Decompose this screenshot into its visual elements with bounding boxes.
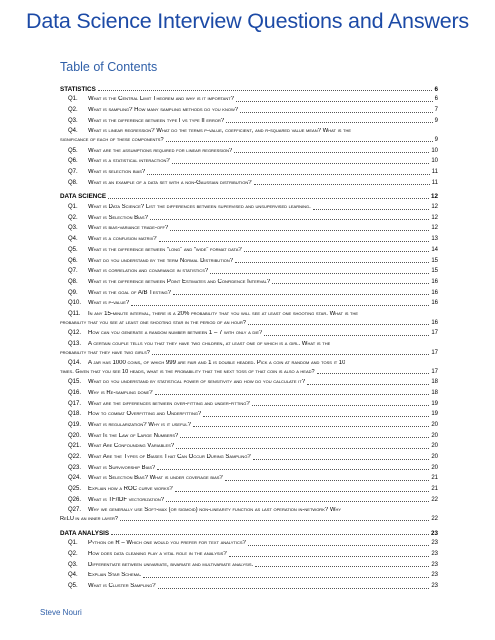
dot-leader <box>264 335 429 336</box>
question-text: What is the goal of A/B Testing? <box>88 289 171 296</box>
question-number: Q24. <box>68 475 82 482</box>
question-number: Q23. <box>68 464 82 471</box>
toc-question-entry[interactable] <box>60 222 438 233</box>
question-number: Q2. <box>68 107 78 114</box>
toc-question-entry[interactable] <box>60 386 438 397</box>
question-number: Q25. <box>68 486 82 493</box>
dot-leader <box>244 251 430 252</box>
question-text: Why we generally use Soft-max (or sigmoid) non-linearity function as last operation in-network? Why <box>88 507 342 514</box>
question-text: What is linear regression? What do the terms p-value, coefficient, and r-squared value mean? What is the <box>88 128 352 135</box>
question-text: What is the difference between “long” and “wide” format data? <box>88 246 242 253</box>
toc-section-entry[interactable] <box>60 82 438 93</box>
question-text: How to combat Overfitting and Underfitting? <box>88 411 202 418</box>
question-number: Q3. <box>68 225 78 232</box>
dot-leader <box>225 480 430 481</box>
question-text: What is the difference between type I vs type II error? <box>88 117 225 124</box>
dot-leader <box>248 324 429 325</box>
question-number: Q11. <box>68 310 81 317</box>
toc-question-entry[interactable] <box>60 558 438 569</box>
toc-question-entry[interactable] <box>60 275 438 286</box>
page-number: 17 <box>431 349 438 356</box>
dot-leader <box>255 566 429 567</box>
page-number: 13 <box>431 236 438 243</box>
question-text: What do you understand by statistical power of sensitivity and how do you calculate it? <box>88 379 306 386</box>
dot-leader <box>152 354 429 355</box>
question-number: Q22. <box>68 454 82 460</box>
toc-question-entry[interactable] <box>60 461 438 472</box>
question-number: Q8. <box>68 179 78 186</box>
question-text-continued: times. Given that you see 10 heads, what is the probability that the next toss of that coin is also a head? <box>60 369 315 375</box>
dot-leader <box>272 283 429 284</box>
toc-question-entry[interactable] <box>60 429 438 440</box>
page-number: 12 <box>431 225 438 232</box>
question-text: What do you understand by the term Normal Distribution? <box>88 257 234 264</box>
page-number: 7 <box>434 107 438 114</box>
page-number: 23 <box>431 583 438 590</box>
toc-question-entry[interactable] <box>60 472 438 483</box>
question-text: What is Data Science? List the differences between supervised and unsupervised learning. <box>88 204 311 211</box>
toc-entry-continuation[interactable] <box>60 367 438 376</box>
question-number: Q26. <box>68 496 82 503</box>
toc-question-entry[interactable] <box>60 397 438 408</box>
page-number: 20 <box>431 421 438 428</box>
page-number: 9 <box>434 137 438 144</box>
page-number: 15 <box>431 257 438 264</box>
page-number: 19 <box>431 400 438 407</box>
question-text: What is sampling? How many sampling methods do you know? <box>88 107 239 114</box>
question-number: Q12. <box>68 330 82 337</box>
toc-question-entry[interactable] <box>60 337 438 348</box>
question-text: In any 15-minute interval, there is a 20% probability that you will see at least one shooting star. What is the <box>88 310 359 317</box>
toc-question-entry[interactable] <box>60 307 438 318</box>
question-number: Q7. <box>68 169 78 175</box>
section-title: STATISTICS <box>60 85 96 93</box>
dot-leader <box>108 198 429 199</box>
page-number: 6 <box>434 85 438 93</box>
toc-question-entry[interactable] <box>60 200 438 211</box>
dot-leader <box>150 219 429 220</box>
page-number: 16 <box>431 289 438 296</box>
question-text: What is the Central Limit Theorem and why is it important? <box>88 96 235 103</box>
toc-question-entry[interactable] <box>60 569 438 580</box>
page-number: 23 <box>431 572 438 579</box>
question-text: What Is the Law of Large Numbers? <box>88 432 179 439</box>
toc-question-entry[interactable] <box>60 103 438 114</box>
toc-question-entry[interactable] <box>60 265 438 276</box>
page-number: 21 <box>431 475 438 482</box>
toc-question-entry[interactable] <box>60 547 438 558</box>
question-number: Q2. <box>68 551 78 557</box>
dot-leader <box>166 141 433 142</box>
question-text: What is correlation and covariance in statistics? <box>88 268 209 275</box>
question-text: How does data cleaning play a vital role in the analysis? <box>88 551 227 557</box>
toc-question-entry[interactable] <box>60 440 438 451</box>
page-number: 16 <box>431 278 438 285</box>
toc-question-entry[interactable] <box>60 114 438 125</box>
question-text: A jar has 1000 coins, of which 999 are fair and 1 is double headed. Pick a coin at random and toss it 10 <box>88 360 346 366</box>
question-text-continued: significance of each of these components? <box>60 137 164 144</box>
dot-leader <box>98 90 433 91</box>
question-text: What Are Confounding Variables? <box>88 443 175 450</box>
question-text-continued: ReLU in an inner layer? <box>60 516 119 523</box>
question-number: Q1. <box>68 540 78 547</box>
table-of-contents <box>60 82 438 590</box>
question-number: Q8. <box>68 278 78 285</box>
toc-question-entry[interactable] <box>60 493 438 504</box>
question-text: What is p-value? <box>88 300 130 307</box>
toc-entry-continuation[interactable] <box>60 135 438 144</box>
question-number: Q1. <box>68 96 78 103</box>
question-text: Explain how a ROC curve works? <box>88 486 173 493</box>
dot-leader <box>173 294 429 295</box>
toc-question-entry[interactable] <box>60 356 438 367</box>
page-number: 11 <box>431 179 438 186</box>
question-text-continued: probability that they have two girls? <box>60 349 150 356</box>
toc-question-entry[interactable] <box>60 376 438 387</box>
question-number: Q14. <box>68 360 82 366</box>
question-number: Q27. <box>68 507 82 514</box>
toc-entry-continuation[interactable] <box>60 514 438 523</box>
question-text: Differentiate between univariate, bivariate and multivariate analysis. <box>88 561 254 568</box>
toc-question-entry[interactable] <box>60 408 438 419</box>
toc-question-entry[interactable] <box>60 297 438 308</box>
dot-leader <box>180 437 429 438</box>
toc-question-entry[interactable] <box>60 232 438 243</box>
toc-question-entry[interactable] <box>60 579 438 590</box>
section-title: DATA ANALYSIS <box>60 529 110 537</box>
question-text: What is selection bias? <box>88 169 146 175</box>
page-number: 22 <box>431 516 438 523</box>
dot-leader <box>240 112 433 113</box>
dot-leader <box>317 373 430 374</box>
question-number: Q4. <box>68 572 78 579</box>
question-text: What are the differences between over-fitting and under-fitting? <box>88 400 250 407</box>
dot-leader <box>313 209 430 210</box>
dot-leader <box>172 163 430 164</box>
question-number: Q4. <box>68 236 78 243</box>
question-text: What is TF/IDF vectorization? <box>88 496 165 503</box>
question-number: Q7. <box>68 268 78 275</box>
dot-leader <box>307 384 429 385</box>
toc-question-entry[interactable] <box>60 165 438 176</box>
question-text: Python or R – Which one would you prefer for text analytics? <box>88 540 246 547</box>
page-number: 23 <box>431 561 438 568</box>
question-text: How can you generate a random number between 1 – 7 with only a die? <box>88 330 263 337</box>
toc-question-entry[interactable] <box>60 254 438 265</box>
dot-leader <box>254 184 430 185</box>
question-number: Q21. <box>68 443 82 450</box>
question-text: What is Cluster Sampling? <box>88 583 156 590</box>
page-number: 22 <box>431 496 438 503</box>
page-number: 20 <box>431 443 438 450</box>
toc-question-entry[interactable] <box>60 155 438 166</box>
question-number: Q20. <box>68 432 82 439</box>
question-text: What is Selection Bias? <box>88 214 148 221</box>
question-number: Q5. <box>68 246 78 253</box>
question-text: Explain Star Schema. <box>88 572 142 579</box>
toc-question-entry[interactable] <box>60 211 438 222</box>
toc-section-entry[interactable] <box>60 190 438 201</box>
page-number: 23 <box>431 551 438 557</box>
toc-question-entry[interactable] <box>60 176 438 187</box>
toc-question-entry[interactable] <box>60 326 438 337</box>
dot-leader <box>147 174 429 175</box>
toc-question-entry[interactable] <box>60 286 438 297</box>
page-number: 17 <box>431 330 438 337</box>
page-number: 19 <box>431 411 438 418</box>
question-number: Q19. <box>68 421 82 428</box>
page-number: 14 <box>431 246 438 253</box>
page-number: 10 <box>431 158 438 165</box>
question-number: Q9. <box>68 289 78 296</box>
question-text: Why is Re-sampling done? <box>88 389 153 396</box>
page-number: 12 <box>431 214 438 221</box>
question-text: What are the assumptions required for linear regression? <box>88 147 233 154</box>
dot-leader <box>253 459 430 460</box>
dot-leader <box>176 448 429 449</box>
dot-leader <box>120 520 429 521</box>
question-number: Q1. <box>68 204 78 211</box>
dot-leader <box>143 577 429 578</box>
dot-leader <box>210 273 429 274</box>
dot-leader <box>157 469 429 470</box>
toc-question-entry[interactable] <box>60 450 438 461</box>
toc-question-entry[interactable] <box>60 243 438 254</box>
question-number: Q3. <box>68 117 78 124</box>
question-text: A certain couple tells you that they have two children, at least one of which is a girl. What is the <box>88 340 331 347</box>
toc-entry-continuation[interactable] <box>60 348 438 357</box>
dot-leader <box>166 501 429 502</box>
question-number: Q15. <box>68 379 82 386</box>
author-footer: Steve Nouri <box>40 608 82 617</box>
dot-leader <box>252 405 430 406</box>
question-text: What is bias-variance trade-off? <box>88 225 169 232</box>
dot-leader <box>170 230 429 231</box>
question-number: Q4. <box>68 128 78 135</box>
dot-leader <box>236 101 433 102</box>
question-number: Q5. <box>68 583 78 590</box>
page-number: 20 <box>431 454 438 460</box>
question-text: What is a statistical interaction? <box>88 158 170 165</box>
page-number: 12 <box>430 193 438 201</box>
page-number: 10 <box>431 147 438 154</box>
dot-leader <box>155 394 430 395</box>
document-title: Data Science Interview Questions and Answers <box>26 9 469 33</box>
toc-heading: Table of Contents <box>60 60 158 74</box>
question-text: What is an example of a data set with a non-Gaussian distribution? <box>88 179 252 186</box>
page-number: 17 <box>431 369 438 375</box>
dot-leader <box>175 491 430 492</box>
question-number: Q6. <box>68 257 78 264</box>
toc-question-entry[interactable] <box>60 418 438 429</box>
dot-leader <box>234 152 429 153</box>
dot-leader <box>248 545 429 546</box>
dot-leader <box>158 588 430 589</box>
dot-leader <box>193 426 429 427</box>
page-number: 16 <box>431 300 438 307</box>
toc-question-entry[interactable] <box>60 93 438 104</box>
page-number: 6 <box>434 96 438 103</box>
question-number: Q2. <box>68 214 78 221</box>
page-number: 11 <box>431 169 438 175</box>
question-text: What is a confusion matrix? <box>88 236 157 243</box>
question-number: Q3. <box>68 561 78 568</box>
question-text: What is regularization? Why is it useful? <box>88 421 191 428</box>
toc-question-entry[interactable] <box>60 125 438 136</box>
question-number: Q10. <box>68 300 82 307</box>
question-number: Q18. <box>68 411 82 418</box>
dot-leader <box>159 241 430 242</box>
dot-leader <box>235 262 429 263</box>
dot-leader <box>226 122 432 123</box>
dot-leader <box>131 305 429 306</box>
page-number: 21 <box>431 486 438 493</box>
page-number: 16 <box>431 319 438 326</box>
toc-question-entry[interactable] <box>60 144 438 155</box>
question-text: What is the difference between Point Estimates and Confidence Interval? <box>88 278 271 285</box>
page-number: 18 <box>431 379 438 386</box>
question-text: What Are the Types of Biases That Can Occur During Sampling? <box>88 454 251 460</box>
question-text: What is Selection Bias? What is under coverage bias? <box>88 475 223 482</box>
dot-leader <box>229 556 430 557</box>
toc-question-entry[interactable] <box>60 537 438 548</box>
page-number: 23 <box>430 529 438 537</box>
toc-section-entry[interactable] <box>60 526 438 537</box>
question-text-continued: probability that you see at least one shooting star in the period of an hour? <box>60 319 247 326</box>
dot-leader <box>203 416 429 417</box>
section-title: DATA SCIENCE <box>60 193 107 201</box>
page-number: 18 <box>431 389 438 396</box>
page-number: 9 <box>434 117 438 124</box>
question-number: Q6. <box>68 158 78 165</box>
page-number: 23 <box>431 540 438 547</box>
question-number: Q13. <box>68 340 82 347</box>
toc-question-entry[interactable] <box>60 482 438 493</box>
page-number: 15 <box>431 268 438 275</box>
question-number: Q16. <box>68 389 82 396</box>
toc-entry-continuation[interactable] <box>60 318 438 327</box>
page-number: 20 <box>431 464 438 471</box>
toc-question-entry[interactable] <box>60 504 438 515</box>
page-number: 20 <box>431 432 438 439</box>
question-text: What is Survivorship Bias? <box>88 464 156 471</box>
question-number: Q17. <box>68 400 82 407</box>
dot-leader <box>111 534 429 535</box>
question-number: Q5. <box>68 147 78 154</box>
page-number: 12 <box>431 204 438 211</box>
